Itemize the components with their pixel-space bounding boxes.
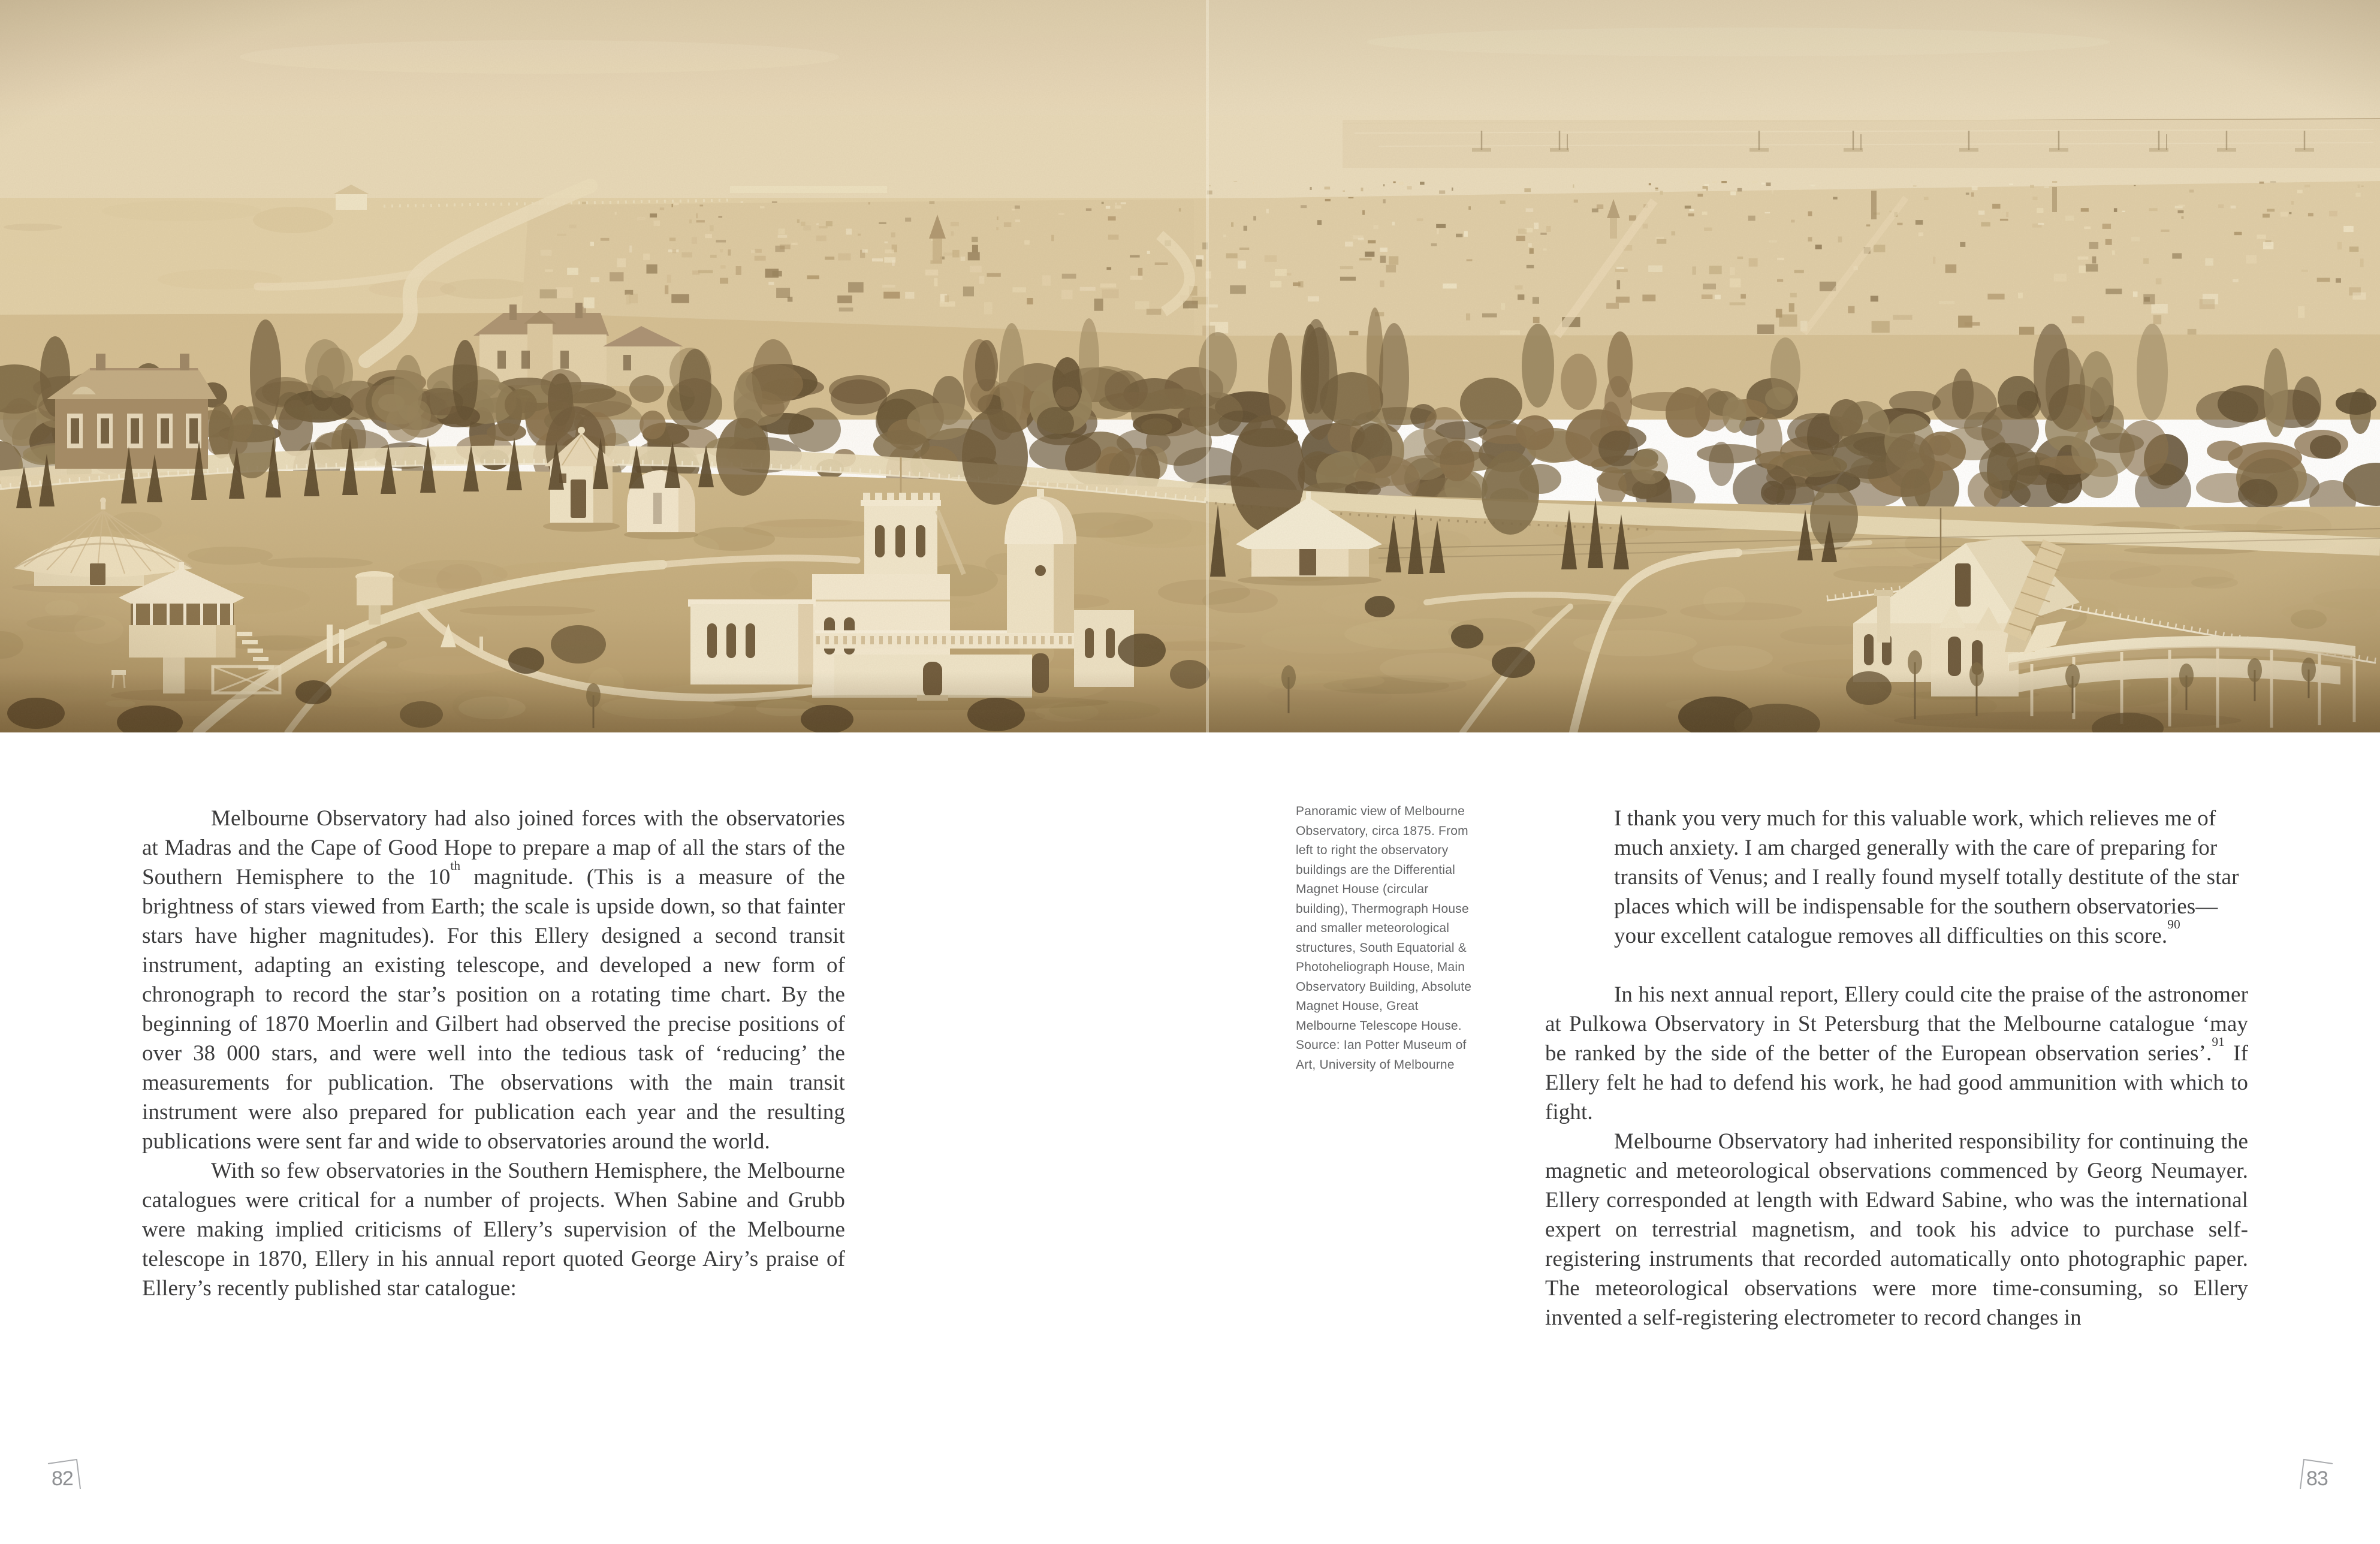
block-quote [1614,804,2248,951]
caption-source: Source: Ian Potter Museum of Art, University of Melbourne [1296,1038,1467,1072]
body-paragraph: In his next annual report, Ellery could cite the praise of the astronomer at Pulkowa Observatory in St Petersburg that the Melbourne catalogue ‘may be ranked by the side of the better of the European observation series’.$^{91}$ If Ellery felt he had to defend his work, he had good ammunition with which to fight. [1545,982,2248,1124]
photo-caption [1296,802,1477,1075]
right-page-text [1545,804,2248,1332]
body-paragraph: With so few observatories in the Southern Hemisphere, the Melbourne catalogues were critical for a number of projects. When Sabine and Grubb were making implied criticisms of Ellery’s supervision of the Melbourne telescope in 1870, Ellery in his annual report quoted George Airy’s praise of Ellery’s recently published star catalogue: [142,1159,845,1301]
body-paragraph: Melbourne Observatory had also joined forces with the observatories at Madras and the Cape of Good Hope to prepare a map of all the stars of the Southern Hemisphere to the 10th magnitude. (This is a measure of the brightness of stars viewed from Earth; the scale is upside down, so that fainter stars have higher magnitudes). For this Ellery designed a second transit instrument, adapting an existing telescope, and developed a new form of chronograph to record the star’s position on a rotating time chart. By the beginning of 1870 Moerlin and Gilbert had observed the precise positions of over 38 000 stars, and were well into the tedious task of ‘reducing’ the measurements for publication. The observations with the main transit instrument were also prepared for publication each year and the resulting publications were sent far and wide to observatories around the world. [142,806,845,1154]
caption-text: Panoramic view of Melbourne Observatory, circa 1875. From left to right the observatory buildings are the Differential Magnet House (circular building), Thermograph House and smaller meteorological structures, South Equatorial & Photoheliograph House, Main Observatory Building, Absolute Magnet House, Great Melbourne Telescope House. [1296,804,1472,1033]
page-number-right: 83 [2306,1467,2328,1490]
quote-paragraph: I thank you very much for this valuable work, which relieves me of much anxiety. I am charged generally with the care of preparing for transits of Venus; and I really found myself totally destitute of the star places which will be indispensable for the southern observatories—your excellent catalogue removes all difficulties on this score.$^{90}$ [1614,806,2239,948]
panorama-illustration [0,0,2380,732]
page-number-left: 82 [52,1467,73,1490]
panorama-photo [0,0,2380,732]
photo-grain [0,0,2380,732]
left-page-text [142,804,845,1303]
body-paragraph: Melbourne Observatory had inherited responsibility for continuing the magnetic and meteorological observations commenced by Georg Neumayer. Ellery corresponded at length with Edward Sabine, who was the international expert on terrestrial magnetism, and took his advice to purchase self-registering instruments that recorded automatically onto photographic paper. The meteorological observations were more time-consuming, so Ellery invented a self-registering electrometer to record changes in [1545,1129,2248,1330]
